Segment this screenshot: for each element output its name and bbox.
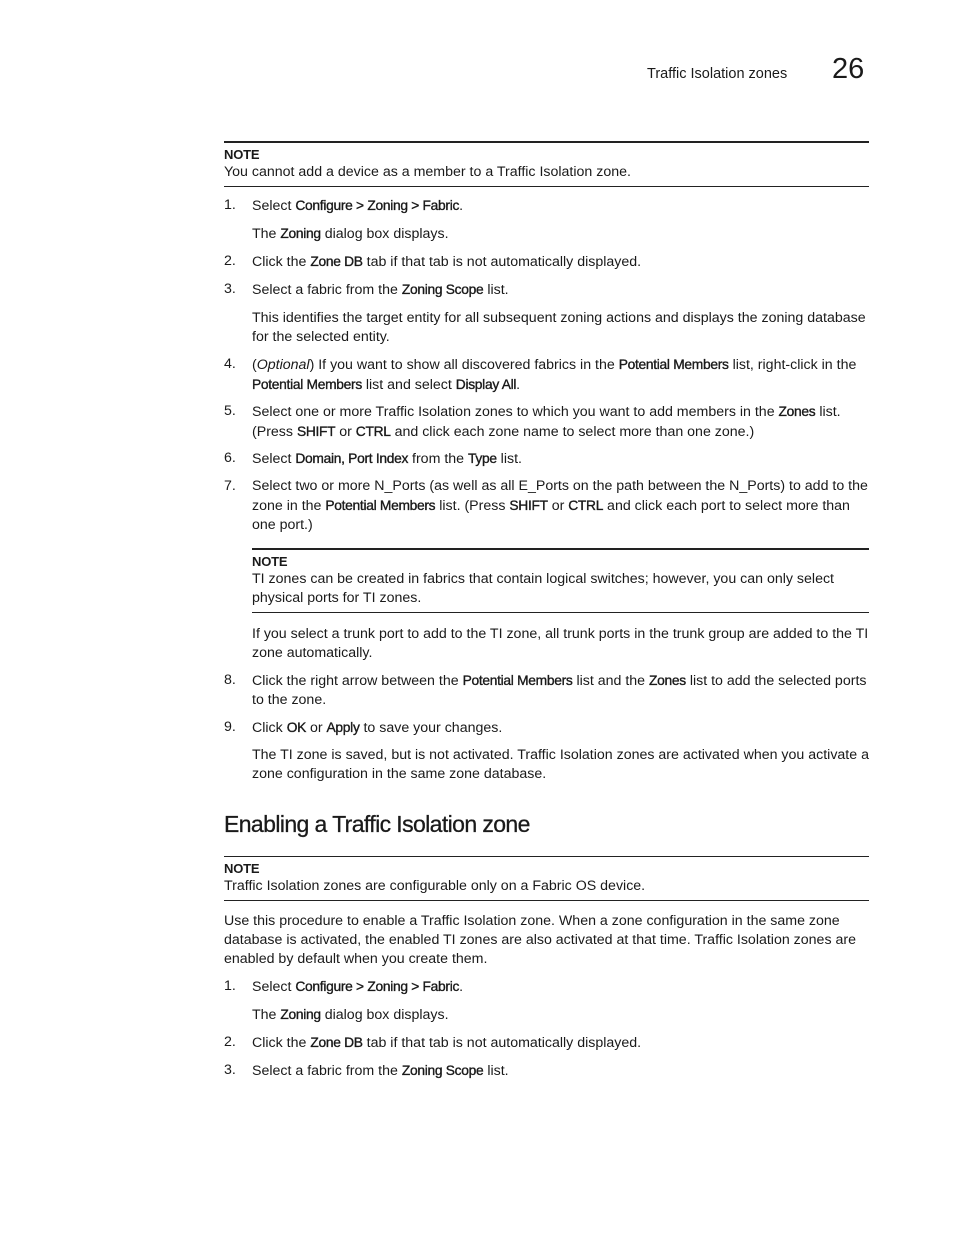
note-box xyxy=(252,548,869,613)
note-text: TI zones can be created in fabrics that contain logical switches; however, you can only select physical ports for TI zones. xyxy=(252,571,834,606)
step-text: (Optional) If you want to show all discovered fabrics in the Potential Members list, right-click in the Potential Members list and select Display All. xyxy=(252,357,857,393)
step-result: If you select a trunk port to add to the TI zone, all trunk ports in the trunk group are added to the TI zone automatically. xyxy=(252,626,869,661)
step-text: Select a fabric from the Zoning Scope list. xyxy=(252,1063,509,1079)
step-number: 2. xyxy=(224,253,236,269)
step-text: Select two or more N_Ports (as well as all E_Ports on the path between the N_Ports) to add to the zone in the Potential Members list. (Press SHIFT or CTRL and click each port to select more than one port.) xyxy=(252,478,868,533)
step-number: 6. xyxy=(224,450,236,466)
section-heading: Enabling a Traffic Isolation zone xyxy=(224,811,530,837)
step-text: Select Configure > Zoning > Fabric. xyxy=(252,198,464,214)
step-number: 1. xyxy=(224,978,236,994)
note-text: Traffic Isolation zones are configurable only on a Fabric OS device. xyxy=(224,878,646,894)
step-number: 2. xyxy=(224,1034,236,1050)
note-label: NOTE xyxy=(252,554,288,569)
list-name: Zoning Scope xyxy=(401,282,484,297)
menu-path: Configure > Zoning > Fabric xyxy=(295,979,460,994)
step-result: This identifies the target entity for all subsequent zoning actions and displays the zoning database for the selected entity. xyxy=(252,310,866,345)
step-text: Select a fabric from the Zoning Scope list. xyxy=(252,282,509,298)
note-text: You cannot add a device as a member to a Traffic Isolation zone. xyxy=(224,164,631,180)
step-number: 8. xyxy=(224,672,236,688)
tab-name: Zone DB xyxy=(310,254,363,269)
list-name: Zoning Scope xyxy=(401,1063,484,1078)
running-header-title: Traffic Isolation zones xyxy=(647,66,788,82)
intro-paragraph: Use this procedure to enable a Traffic Isolation zone. When a zone configuration in the same zone database is activated, the enabled TI zones are also activated at that time. Traffic Isolation zones are enabled by default when you create them. xyxy=(224,913,856,967)
step-number: 3. xyxy=(224,1062,236,1078)
step-text: Select Configure > Zoning > Fabric. xyxy=(252,979,464,995)
step-text: Click the Zone DB tab if that tab is not automatically displayed. xyxy=(252,254,642,270)
step-result: The TI zone is saved, but is not activated. Traffic Isolation zones are activated when you activate a zone configuration in the same zone database. xyxy=(252,747,869,782)
step-text: Select one or more Traffic Isolation zones to which you want to add members in the Zones list. (Press SHIFT or CTRL and click each zone name to select more than one zone.) xyxy=(252,404,841,440)
step-result: The Zoning dialog box displays. xyxy=(252,226,449,242)
note-box xyxy=(224,856,869,901)
step-number: 5. xyxy=(224,403,236,419)
step-text: Click OK or Apply to save your changes. xyxy=(252,720,503,736)
step-number: 1. xyxy=(224,197,236,213)
step-number: 3. xyxy=(224,281,236,297)
step-number: 4. xyxy=(224,356,236,372)
step-text: Click the right arrow between the Potential Members list and the Zones list to add the selected ports to the zone. xyxy=(252,673,867,708)
step-result: The Zoning dialog box displays. xyxy=(252,1007,449,1023)
note-label: NOTE xyxy=(224,147,260,162)
note-box xyxy=(224,141,869,187)
chapter-number: 26 xyxy=(832,53,865,85)
dialog-name: Zoning xyxy=(280,1007,321,1022)
step-number: 7. xyxy=(224,478,236,494)
menu-path: Configure > Zoning > Fabric xyxy=(295,198,460,213)
step-number: 9. xyxy=(224,719,236,735)
tab-name: Zone DB xyxy=(310,1035,363,1050)
step-text: Click the Zone DB tab if that tab is not automatically displayed. xyxy=(252,1035,642,1051)
dialog-name: Zoning xyxy=(280,226,321,241)
step-text: Select Domain, Port Index from the Type list. xyxy=(252,451,522,467)
note-label: NOTE xyxy=(224,861,260,876)
